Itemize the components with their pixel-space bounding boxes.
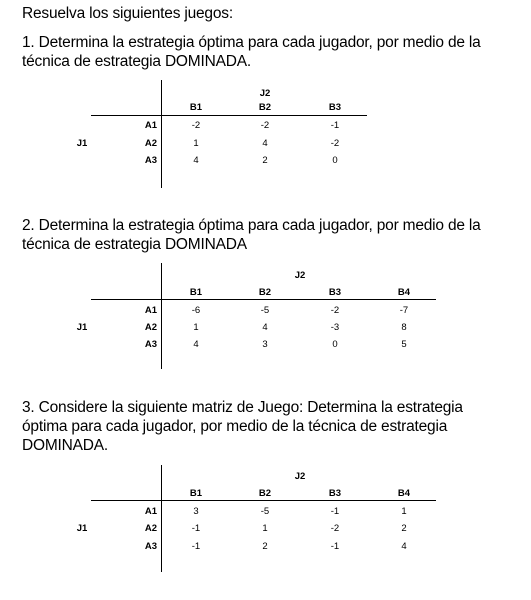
matrix-1-col-player-label: J2 [259,88,271,99]
matrix-2-cell: 4 [193,339,199,350]
matrix-3-row-label: A3 [144,541,157,552]
matrix-2-vertical-rule [161,263,162,369]
matrix-2-col-header: B1 [189,287,203,298]
matrix-1-row-label: A1 [144,120,157,131]
matrix-2-cell: 1 [193,322,199,333]
matrix-3-cell: -1 [191,523,201,534]
matrix-3-col-player-label: J2 [294,471,306,482]
matrix-1-cell: -1 [330,120,340,131]
matrix-3-cell: 4 [401,541,407,552]
matrix-3-cell: 2 [262,541,268,552]
matrix-1-row-player-label: J1 [76,138,88,149]
matrix-3-vertical-rule [161,465,162,572]
matrix-1-vertical-rule [161,80,162,188]
matrix-2-horizontal-rule [91,299,436,300]
matrix-1-col-header: B2 [258,102,272,113]
matrix-3-row-player-label: J1 [76,523,88,534]
matrix-2-cell: 0 [332,339,338,350]
problem-1-text: 1. Determina la estrategia óptima para cada jugador, por medio de la técnica de estrategia DOMINADA. [22,34,481,70]
matrix-2-cell: 4 [262,322,268,333]
matrix-2-col-header: B2 [258,287,272,298]
matrix-2-cell: -2 [330,305,340,316]
matrix-3-col-header: B1 [189,488,203,499]
matrix-1-cell: -2 [191,120,201,131]
matrix-1-row-label: A2 [144,138,157,149]
matrix-2-row-player-label: J1 [76,322,88,333]
problem-3-text: 3. Considere la siguiente matriz de Juego: Determina la estrategia óptima para cada jugador, por medio de la técnica de estrategia DOMINADA. [22,399,463,454]
matrix-1-cell: 0 [332,155,338,166]
matrix-3-cell: -1 [330,506,340,517]
matrix-2-col-header: B3 [328,287,342,298]
matrix-3-col-header: B3 [328,488,342,499]
matrix-2-row-label: A1 [144,305,157,316]
matrix-1-cell: -2 [330,138,340,149]
matrix-2-row-label: A3 [144,339,157,350]
problem-2-text: 2. Determina la estrategia óptima para cada jugador, por medio de la técnica de estrategia DOMINADA [22,217,481,253]
matrix-2-cell: 3 [262,339,268,350]
matrix-3-cell: 2 [401,523,407,534]
matrix-3-cell: 3 [193,506,199,517]
matrix-3-cell: 1 [401,506,407,517]
matrix-2-cell: -6 [191,305,201,316]
matrix-2-row-label: A2 [144,322,157,333]
matrix-3-cell: -2 [330,523,340,534]
matrix-1-cell: 2 [262,155,268,166]
matrix-3-cell: -1 [330,541,340,552]
matrix-1-cell: 1 [193,138,199,149]
matrix-3-cell: -1 [191,541,201,552]
matrix-3-cell: -5 [260,506,270,517]
matrix-2-cell: 5 [401,339,407,350]
matrix-1-cell: 4 [262,138,268,149]
matrix-3-col-header: B4 [397,488,411,499]
matrix-2-col-header: B4 [397,287,411,298]
matrix-1-horizontal-rule [91,115,367,116]
matrix-2-cell: 8 [401,322,407,333]
matrix-1-row-label: A3 [144,155,157,166]
matrix-3-horizontal-rule [91,500,436,501]
matrix-1-cell: -2 [260,120,270,131]
matrix-3-row-label: A2 [144,523,157,534]
matrix-1-cell: 4 [193,155,199,166]
matrix-3-col-header: B2 [258,488,272,499]
matrix-3-cell: 1 [262,523,268,534]
matrix-2-cell: -7 [399,305,409,316]
matrix-2-cell: -5 [260,305,270,316]
matrix-2-col-player-label: J2 [294,270,306,281]
matrix-1-col-header: B3 [328,102,342,113]
matrix-3-row-label: A1 [144,506,157,517]
page-heading: Resuelva los siguientes juegos: [22,5,233,22]
matrix-1-col-header: B1 [189,102,203,113]
matrix-2-cell: -3 [330,322,340,333]
